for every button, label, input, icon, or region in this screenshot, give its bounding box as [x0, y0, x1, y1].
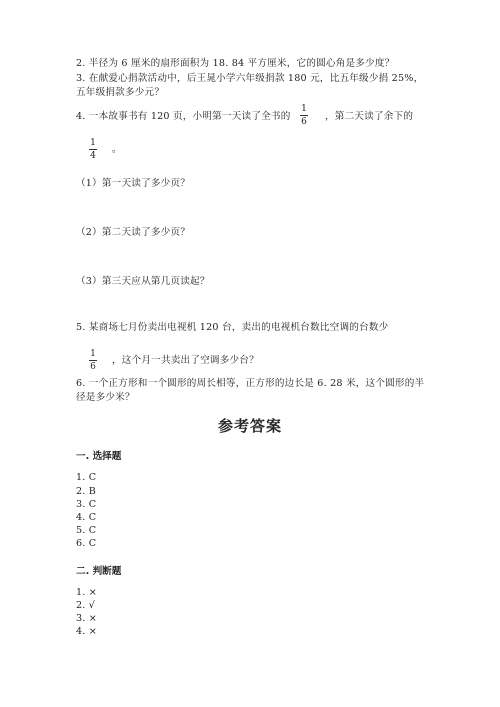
answer-judge-4: 4. ×	[76, 626, 98, 637]
fraction-numerator: 1	[90, 349, 96, 359]
question-6-line1: 6. 一个正方形和一个圆形的周长相等，正方形的边长是 6. 28 米，这个圆形的半	[76, 378, 425, 389]
question-4-part-a: 4. 一本故事书有 120 页，小明第一天读了全书的	[76, 111, 291, 122]
fraction-bar	[89, 149, 97, 150]
question-4-end: 。	[112, 144, 122, 155]
fraction-q5	[89, 349, 97, 372]
answer-choice-6: 6. C	[76, 538, 97, 549]
question-4-part-b: ，第二天读了余下的	[325, 111, 414, 122]
question-4-sub-1: （1）第一天读了多少页？	[76, 178, 191, 189]
question-5-line2: ，这个月一共卖出了空调多少台？	[112, 355, 259, 366]
answers-title: 参考答案	[217, 417, 282, 435]
section-judge-heading: 二. 判断题	[76, 566, 122, 577]
answer-choice-3: 3. C	[76, 499, 97, 510]
question-4-sub-2: （2）第二天读了多少页？	[76, 227, 191, 238]
answer-choice-5: 5. C	[76, 525, 97, 536]
answer-judge-2: 2. √	[76, 600, 96, 611]
fraction-denominator: 6	[301, 117, 307, 127]
question-5-line1: 5. 某商场七月份卖出电视机 120 台，卖出的电视机台数比空调的台数少	[76, 322, 389, 333]
answer-choice-4: 4. C	[76, 512, 97, 523]
section-choice-heading: 一. 选择题	[76, 451, 122, 462]
question-2: 2. 半径为 6 厘米的扇形面积为 18. 84 平方厘米，它的圆心角是多少度？	[76, 58, 395, 69]
answer-judge-3: 3. ×	[76, 613, 98, 624]
fraction-denominator: 6	[90, 362, 96, 372]
question-3-line1: 3. 在献爱心捐款活动中，后王晁小学六年级捐款 180 元，比五年级少捐 25%，	[76, 73, 424, 84]
question-3-line2: 五年级捐款多少元？	[76, 87, 165, 98]
fraction-numerator: 1	[90, 138, 96, 148]
fraction-denominator: 4	[90, 151, 96, 161]
answer-choice-2: 2. B	[76, 486, 97, 497]
question-6-line2: 径是多少米？	[76, 392, 135, 403]
question-4-sub-3: （3）第三天应从第几页读起？	[76, 276, 210, 287]
fraction-numerator: 1	[301, 104, 307, 114]
fraction-bar	[300, 115, 308, 116]
fraction-one-fourth	[89, 138, 97, 161]
answer-choice-1: 1. C	[76, 472, 97, 483]
fraction-one-sixth	[300, 104, 308, 127]
fraction-bar	[89, 360, 97, 361]
answer-judge-1: 1. ×	[76, 587, 98, 598]
